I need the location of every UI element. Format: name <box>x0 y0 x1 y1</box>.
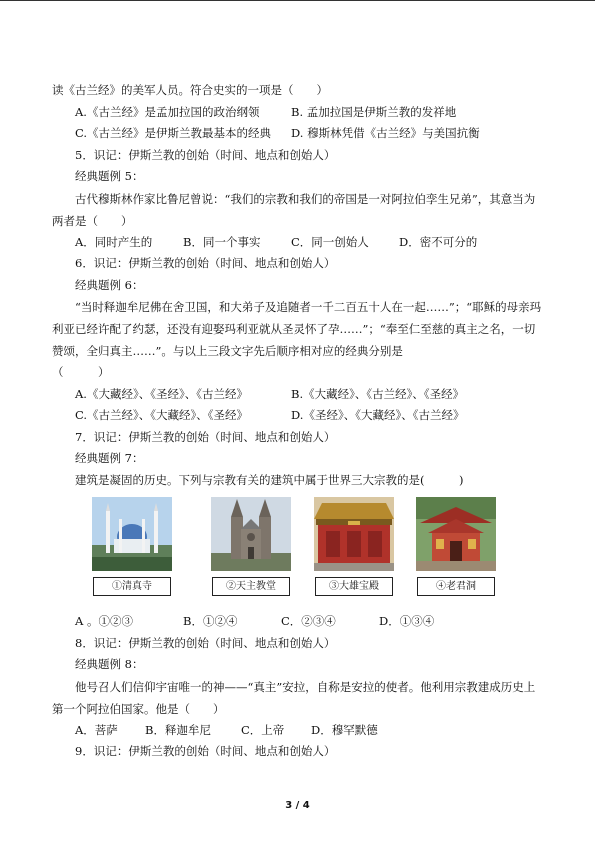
page-content <box>52 80 542 763</box>
figure-row <box>52 497 542 607</box>
section-8-title: 8．识记：伊斯兰教的创始（时间、地点和创始人） <box>75 635 336 650</box>
option-d: D．①③④ <box>379 614 435 628</box>
question-6-stem: “当时释迦牟尼佛在舍卫国，和大弟子及追随者一千二百五十人在一起……”；“耶稣的母亲玛利亚已经许配了约瑟，还没有迎娶玛利亚就从圣灵怀了孕……”；“奉至仁至慈的真主之名，一切赞颂，全归真主……”。与以上三段文字先后顺序相对应的经典分别是 <box>52 300 542 358</box>
cathedral-image-icon <box>211 497 291 571</box>
q6-options-row1 <box>52 384 542 406</box>
option-b: B．释迦牟尼 <box>145 722 211 737</box>
option-a: A．同时产生的 <box>75 234 153 249</box>
example-8-label: 经典题例 8： <box>75 657 144 671</box>
question-7-stem: 建筑是凝固的历史。下列与宗教有关的建筑中属于世界三大宗教的是( ) <box>75 472 464 487</box>
q4-options-row2 <box>52 123 542 145</box>
option-a: A 。①②③ <box>75 614 133 628</box>
option-c: C．②③④ <box>281 614 336 628</box>
q6-options-row2 <box>52 405 542 427</box>
figure-taoist-cave <box>416 497 496 596</box>
caption-cathedral: ②天主教堂 <box>212 577 290 596</box>
q7-options <box>52 611 542 633</box>
question-8-stem: 他号召人们信仰宇宙唯一的神——“真主”安拉，自称是安拉的使者。他利用宗教建成历史上第一个阿拉伯国家。他是（ ） <box>52 679 536 716</box>
caption-taoist-cave: ④老君洞 <box>417 577 495 596</box>
section-9-title: 9．识记：伊斯兰教的创始（时间、地点和创始人） <box>75 744 336 758</box>
option-c: C.《古兰经》是伊斯兰教最基本的经典 <box>75 126 272 140</box>
option-a: A．菩萨 <box>75 722 118 737</box>
figure-buddhist-hall <box>314 497 394 596</box>
question-6-paren: （ ） <box>52 365 110 379</box>
option-b: B．同一个事实 <box>183 234 261 249</box>
option-c: C.《古兰经》、《大藏经》、《圣经》 <box>75 408 249 422</box>
q4-options-row1 <box>52 102 542 124</box>
q5-options <box>52 232 542 254</box>
option-a: A.《古兰经》是孟加拉国的政治纲领 <box>75 104 260 119</box>
option-b: B.《大藏经》、《古兰经》、《圣经》 <box>291 386 465 401</box>
section-6-title: 6．识记：伊斯兰教的创始（时间、地点和创始人） <box>75 256 336 270</box>
option-a: A.《大藏经》、《圣经》、《古兰经》 <box>75 386 248 401</box>
figure-cathedral <box>211 497 291 596</box>
caption-buddhist-hall: ③大雄宝殿 <box>315 577 393 596</box>
section-7-title: 7．识记：伊斯兰教的创始（时间、地点和创始人） <box>75 429 336 444</box>
example-6-label: 经典题例 6： <box>75 277 144 292</box>
question-5-stem: 古代穆斯林作家比鲁尼曾说：“我们的宗教和我们的帝国是一对阿拉伯孪生兄弟”，其意当为两者是（ ） <box>52 191 536 228</box>
example-5-label: 经典题例 5： <box>75 169 144 183</box>
option-d: D.《圣经》、《大藏经》、《古兰经》 <box>291 408 465 422</box>
figure-mosque <box>92 497 172 596</box>
header-rule <box>0 0 595 1</box>
mosque-image-icon <box>92 497 172 571</box>
section-5-title: 5．识记：伊斯兰教的创始（时间、地点和创始人） <box>75 147 336 162</box>
option-d: D. 穆斯林凭借《古兰经》与美国抗衡 <box>291 126 480 140</box>
page-number: 3 / 4 <box>285 800 310 811</box>
continuation-line: 读《古兰经》的美军人员。符合史实的一项是（ ） <box>52 83 328 97</box>
option-c: C．上帝 <box>241 722 285 737</box>
taoist-gate-image-icon <box>416 497 496 571</box>
option-d: D．穆罕默德 <box>311 722 378 737</box>
caption-mosque: ①清真寺 <box>93 577 171 596</box>
option-d: D．密不可分的 <box>399 234 478 249</box>
option-b: B．①②④ <box>183 614 238 628</box>
temple-hall-image-icon <box>314 497 394 571</box>
q8-options <box>52 720 542 742</box>
option-c: C．同一创始人 <box>291 234 369 249</box>
option-b: B. 孟加拉国是伊斯兰教的发祥地 <box>291 104 457 119</box>
example-7-label: 经典题例 7： <box>75 451 144 465</box>
